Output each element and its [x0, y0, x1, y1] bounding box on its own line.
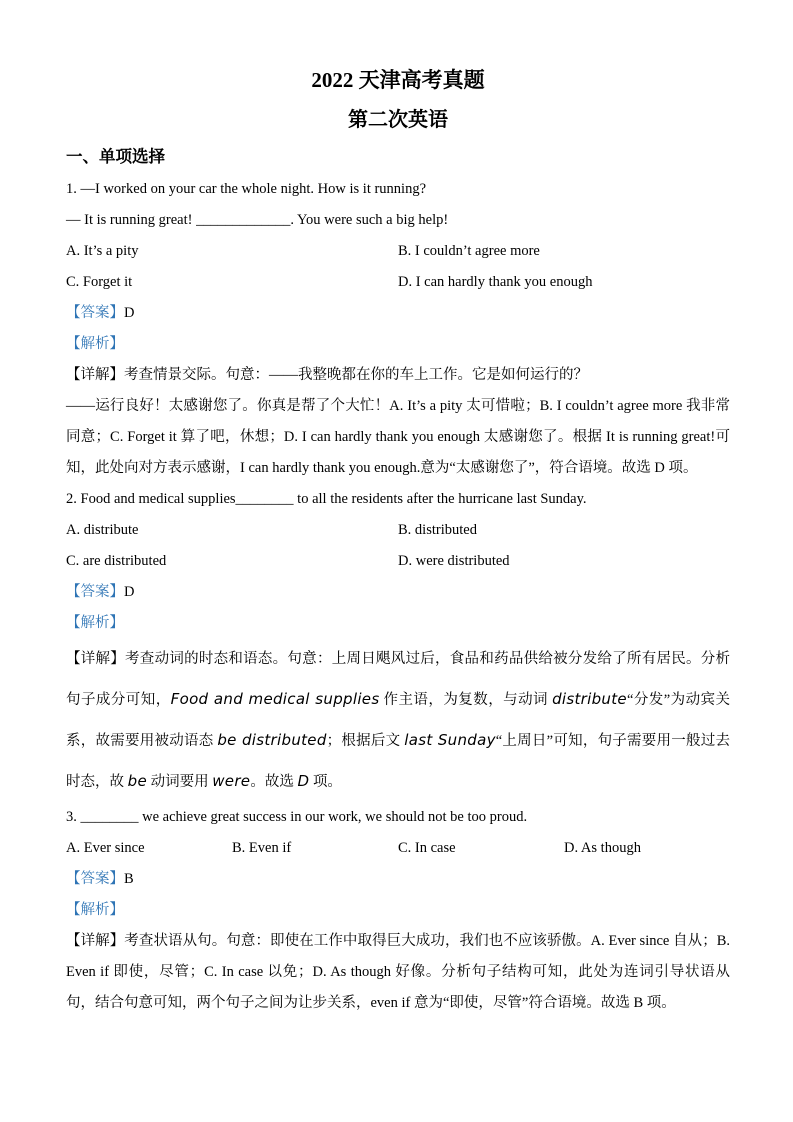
question-block-1	[66, 174, 730, 484]
question-stem-line: — It is running great! _____________. You were such a big help!	[66, 212, 449, 228]
question-stem-line: 3. ________ we achieve great success in our work, we should not be too proud.	[66, 809, 528, 825]
question-block-2	[66, 484, 730, 802]
options-row	[66, 546, 730, 577]
options-row	[66, 515, 730, 546]
option-b: B. distributed	[398, 522, 477, 538]
document-subtitle: 第二次英语	[348, 109, 448, 131]
analysis-line	[66, 329, 730, 360]
analysis-label: 【解析】	[66, 615, 124, 631]
detail-paragraph: 【详解】考查状语从句。句意：即使在工作中取得巨大成功，我们也不应该骄傲。A. Ever since 自从；B. Even if 即使，尽管；C. In case 以免；D. As though 好像。分析句子结构可知，此处为连词引导状语从句，结合句意可知，两个句子之间为让步关系，even if 意为“即使，尽管”符合语境。故选 B 项。	[66, 933, 730, 1011]
option-a: A. Ever since	[66, 840, 145, 856]
answer-line	[66, 298, 730, 329]
detail-paragraph: 【详解】考查动词的时态和语态。句意：上周日飓风过后，食品和药品供给被分发给了所有居民。分析句子成分可知，Food and medical supplies 作主语，为复数，与动词 distribute“分发”为动宾关系，故需要用被动语态 be distributed；根据后文 last Sunday“上周日”可知，句子需要用一般过去时态，故 be 动词要用 were。故选 D 项。	[66, 651, 731, 790]
section-heading: 一、单项选择	[66, 147, 165, 166]
option-d: D. were distributed	[398, 553, 510, 569]
answer-label: 【答案】	[66, 584, 124, 600]
document-title: 2022 天津高考真题	[311, 68, 485, 92]
option-c: C. Forget it	[66, 274, 133, 290]
analysis-label: 【解析】	[66, 336, 124, 352]
analysis-line	[66, 608, 730, 639]
option-b: B. I couldn’t agree more	[398, 243, 540, 259]
question-block-3	[66, 802, 730, 1019]
option-a: A. It’s a pity	[66, 243, 139, 259]
options-row	[66, 236, 730, 267]
answer-value: D	[124, 584, 135, 600]
answer-label: 【答案】	[66, 305, 124, 321]
question-stem-line: 1. —I worked on your car the whole night. How is it running?	[66, 181, 427, 197]
options-row	[66, 267, 730, 298]
detail-paragraph: 【详解】考查情景交际。句意：——我整晚都在你的车上工作。它是如何运行的？ ——运行良好！太感谢您了。你真是帮了个大忙！A. It’s a pity 太可惜啦；B. I couldn’t agree more 我非常同意；C. Forget it 算了吧，休想；D. I can hardly thank you enough 太感谢您了。根据 It is running great!可知，此处向对方表示感谢，I can hardly thank you enough.意为“太感谢您了”，符合语境。故选 D 项。	[66, 367, 730, 476]
option-d: D. As though	[564, 840, 641, 856]
analysis-line	[66, 895, 730, 926]
answer-value: B	[124, 871, 134, 887]
option-b: B. Even if	[232, 840, 292, 856]
options-row	[66, 833, 730, 864]
question-stem-line: 2. Food and medical supplies________ to all the residents after the hurricane last Sunday.	[66, 491, 587, 507]
option-a: A. distribute	[66, 522, 139, 538]
option-c: C. In case	[398, 840, 456, 856]
answer-line	[66, 577, 730, 608]
option-d: D. I can hardly thank you enough	[398, 274, 593, 290]
option-c: C. are distributed	[66, 553, 167, 569]
analysis-label: 【解析】	[66, 902, 124, 918]
answer-line	[66, 864, 730, 895]
answer-value: D	[124, 305, 135, 321]
answer-label: 【答案】	[66, 871, 124, 887]
